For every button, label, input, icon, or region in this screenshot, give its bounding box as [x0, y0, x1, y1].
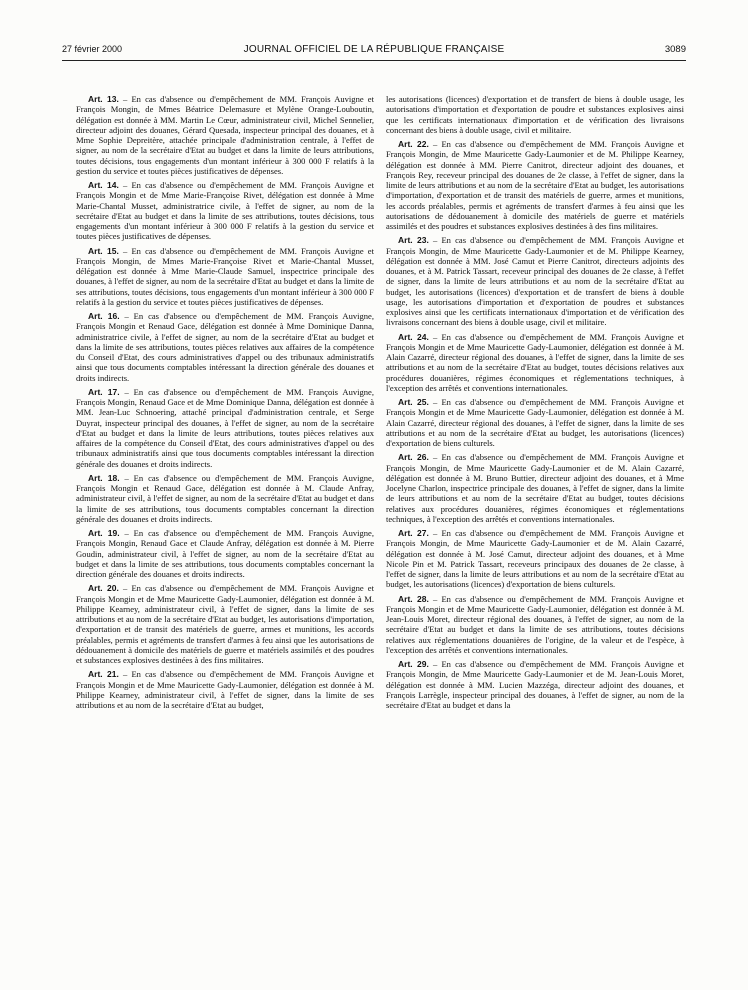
article-paragraph	[76, 180, 374, 242]
page-header	[62, 44, 686, 58]
article-paragraph	[386, 332, 684, 394]
article-number: Art. 26.	[398, 452, 429, 463]
article-text: – En cas d'absence ou d'empêchement de MM. François Auvigne et François Mongin, de Mme Mauricette Gady-Laumonier et de M. Jean-Louis Moret, délégation est donnée à MM. Lucien Mazzéga, directeur adjoint des douanes, et François Larrègle, inspecteur principal des douanes, à l'effet de signer, au nom de la secrétaire d'Etat au budget et dans la	[386, 659, 684, 710]
article-paragraph	[386, 452, 684, 524]
article-number: Art. 14.	[88, 180, 119, 190]
article-number: Art. 28.	[398, 593, 429, 604]
article-number: Art. 15.	[88, 245, 119, 256]
right-column	[386, 94, 684, 714]
article-text: – En cas d'absence ou d'empêchement de MM. François Auvigne et François Mongin, de Mme Mauricette Gady-Laumonier et de M. Philippe Kearney, délégation est donnée à MM. Pierre Canitrot, directeur adjoint des douanes, et François Rey, receveur principal des douanes de 2e classe, à l'effet de signer, dans la limite de leurs attributions et au nom de la secrétaire d'Etat au budget, les autorisations d'importation, d'exportation et de transit des matériels de guerre, armes et munitions, les accords préalables, permis et agréments de transfert d'armes à feu ainsi que les autorisations de dédouanement à domicile des matériels de guerre et matériels assimilés et des poudres et substances explosives destinées à des fins militaires.	[386, 139, 684, 231]
article-paragraph	[76, 387, 374, 469]
article-paragraph	[76, 583, 374, 665]
article-paragraph	[386, 397, 684, 448]
header-rule	[62, 60, 686, 61]
article-paragraph	[386, 528, 684, 590]
article-number: Art. 19.	[88, 528, 120, 538]
article-paragraph	[386, 94, 684, 135]
article-number: Art. 29.	[398, 659, 429, 669]
article-text: – En cas d'absence ou d'empêchement de MM. François Auvigne, François Mongin et Renaud Gace, délégation est donnée à Mme Dominique Danna, administratrice civile, à l'effet de signer, au nom de la secrétaire d'Etat au budget et dans la limite de ses attributions, toutes pièces relatives aux affaires de la compétence du Conseil d'Etat, des cours administratives d'appel ou des tribunaux administratifs ainsi que tous documents comptables intéressant la direction générale des douanes et droits indirects.	[76, 311, 374, 383]
article-text: – En cas d'absence ou d'empêchement de MM. François Auvigne et François Mongin et de Mme Mauricette Gady-Laumonier, délégation est donnée à M. Alain Cazarré, directeur régional des douanes, à l'effet de signer, dans la limite de ses attributions et au nom de la secrétaire d'Etat au budget, les autorisations (licences) d'exportation de biens culturels.	[386, 397, 684, 448]
page-number: 3089	[664, 44, 686, 55]
journal-title: JOURNAL OFFICIEL DE LA RÉPUBLIQUE FRANÇAISE	[243, 44, 505, 55]
article-text: – En cas d'absence ou d'empêchement de MM. François Auvigne, François Mongin, Renaud Gace et Claude Anfray, délégation est donnée à M. Pierre Goudin, administrateur civil, à l'effet de signer, au nom de la secrétaire d'Etat au budget et dans la limite de ses attributions, tous documents comptables concernant la direction générale des douanes et droits indirects.	[76, 528, 374, 579]
article-paragraph	[76, 246, 374, 308]
article-text: – En cas d'absence ou d'empêchement de MM. François Auvigne, François Mongin, Renaud Gace et de Mme Dominique Danna, délégation est donnée à MM. Jean-Luc Schnoering, attaché principal d'administration centrale, et Serge Duyrat, inspecteur principal des douanes, à l'effet de signer, au nom de la secrétaire d'Etat au budget et dans la limite de leurs attributions, toutes pièces relatives aux affaires de la compétence du Conseil d'Etat, des cours administratives d'appel ou des tribunaux administratifs ainsi que tous documents comptables intéressant la direction générale des douanes et droits indirects.	[76, 386, 374, 469]
article-paragraph	[76, 94, 374, 176]
article-paragraph	[76, 528, 374, 579]
article-text: – En cas d'absence ou d'empêchement de MM. François Auvigne et François Mongin et de Mme Mauricette Gady-Laumonier, délégation est donnée à M. Philippe Kearney, administrateur civil, à l'effet de signer, dans la limite de ses attributions et au nom de la secrétaire d'Etat au budget, les autorisations d'importation, d'exportation et de transit des matériels de guerre, armes et munitions, les accords préalables, permis et agréments de transfert d'armes à feu ainsi que les autorisations de dédouanement à domicile des matériels de guerre et matériels assimilés et des poudres et substances explosives destinées à des fins militaires.	[76, 583, 374, 665]
left-column	[76, 94, 374, 714]
article-number: Art. 24.	[398, 331, 429, 342]
article-text: – En cas d'absence ou d'empêchement de MM. François Auvigne et François Mongin, de Mme Mauricette Gady-Laumonier et de M. Philippe Kearney, délégation est donnée à MM. José Camut et Pierre Canitrot, directeurs adjoints des douanes, et à M. Patrick Tassart, receveur principal des douanes de 2e classe, à l'effet de signer, dans la limite de leurs attributions et au nom de la secrétaire d'Etat au budget, les autorisations (licences) d'exportation et de transfert de biens à double usage, les autorisations d'importation et d'exportation de poudres et substances explosives ainsi que les certificats internationaux d'importation et de vérification des livraisons concernant des biens à double usage, civil et militaire.	[386, 235, 684, 328]
article-number: Art. 22.	[398, 139, 429, 149]
article-number: Art. 23.	[398, 235, 429, 246]
article-paragraph	[386, 659, 684, 710]
article-paragraph	[76, 669, 374, 710]
article-paragraph	[76, 311, 374, 383]
article-paragraph	[386, 594, 684, 656]
article-paragraph	[76, 473, 374, 524]
article-number: Art. 21.	[88, 669, 119, 680]
header-date: 27 février 2000	[62, 44, 123, 54]
article-text: – En cas d'absence ou d'empêchement de MM. François Auvigne, François Mongin et Renaud Gace, délégation est donnée à M. Claude Anfray, administrateur civil, à l'effet de signer, au nom de la secrétaire d'Etat au budget et dans la limite de ses attributions, tous documents comptables concernant la direction générale des douanes et droits indirects.	[76, 472, 374, 524]
article-text: – En cas d'absence ou d'empêchement de MM. François Auvigne et François Mongin et de Mme Mauricette Gady-Laumonier, délégation est donnée à M. Philippe Kearney, administrateur civil, à l'effet de signer, dans la limite de ses attributions et au nom de la secrétaire d'Etat au budget,	[76, 669, 374, 710]
article-number: Art. 16.	[88, 311, 120, 321]
article-text: – En cas d'absence ou d'empêchement de MM. François Auvigne et François Mongin, de Mme Mauricette Gady-Laumonier et de M. Alain Cazarré, délégation est donnée à M. José Camut, directeur adjoint des douanes, et à Mme Nicole Pin et M. Patrick Tassart, receveurs principaux des douanes de 2e classe, à l'effet de signer, dans la limite de leurs attributions et au nom de la secrétaire d'Etat au budget, les autorisations (licences) d'exportation de biens culturels.	[386, 528, 684, 590]
article-text: – En cas d'absence ou d'empêchement de MM. François Auvigne et François Mongin, de Mme Mauricette Gady-Laumonier et de M. Alain Cazarré, délégation est donnée à M. Bruno Buttier, directeur adjoint des douanes, et à Mme Jocelyne Charlon, inspectrice principale des douanes, à l'effet de signer, dans la limite de leurs attributions et au nom de la secrétaire d'Etat au budget, toutes décisions relatives aux procédures douanières, régimes économiques et réglementations techniques, à l'exception des arrêtés et conventions internationales.	[386, 452, 684, 524]
article-text: – En cas d'absence ou d'empêchement de MM. François Auvigne et François Mongin et de Mme Marie-Françoise Rivet, délégation est donnée à Mme Marie-Chantal Musset, administratrice civile, à l'effet de signer, au nom de la secrétaire d'Etat au budget et dans la limite de ses attributions, toutes décisions, tous engagements d'un montant inférieur à 300 000 F relatifs à la gestion du service et toutes pièces justificatives de dépenses.	[76, 180, 374, 242]
article-number: Art. 25.	[398, 397, 429, 407]
article-number: Art. 18.	[88, 472, 120, 483]
article-number: Art. 27.	[398, 528, 429, 538]
article-number: Art. 20.	[88, 583, 119, 594]
article-paragraph	[386, 235, 684, 327]
article-paragraph	[386, 139, 684, 231]
article-text: – En cas d'absence ou d'empêchement de MM. François Auvigne et François Mongin et de Mme Mauricette Gady-Laumonier, délégation est donnée à M. Alain Cazarré, directeur régional des douanes, à l'effet de signer, dans la limite de ses attributions et au nom de la secrétaire d'Etat au budget, toutes décisions relatives aux procédures douanières, régimes économiques et réglementations techniques, à l'exception des arrêtés et conventions internationales.	[386, 331, 684, 393]
article-text: – En cas d'absence ou d'empêchement de MM. François Auvigne et François Mongin, de Mmes Béatrice Delemasure et Mylène Orange-Louboutin, délégation est donnée à MM. Martin Le Cœur, administrateur civil, Michel Sennelier, directeur adjoint des douanes, Gérard Quesada, inspecteur principal des douanes, et à Mme Sophie Depreitère, attachée principale d'administration centrale, à l'effet de signer, au nom de la secrétaire d'Etat au budget et dans la limite de leurs attributions, toutes décisions, tous engagements d'un montant inférieur à 300 000 F relatifs à la gestion du service et toutes pièces justificatives de dépenses.	[76, 94, 374, 176]
article-text: – En cas d'absence ou d'empêchement de MM. François Auvigne et François Mongin, de Mmes Marie-Françoise Rivet et Marie-Chantal Musset, délégation est donnée à Mme Marie-Claude Samuel, inspectrice principale des douanes, à l'effet de signer, au nom de la secrétaire d'Etat au budget et dans la limite de ses attributions, toutes décisions, tous engagements d'un montant inférieur à 300 000 F relatifs à la gestion du service et toutes pièces justificatives de dépenses.	[76, 245, 374, 307]
article-text: – En cas d'absence ou d'empêchement de MM. François Auvigne et François Mongin et de Mme Mauricette Gady-Laumonier, délégation est donnée à M. Jean-Louis Moret, directeur régional des douanes, à l'effet de signer, au nom de la secrétaire d'Etat au budget et dans la limite de ses attributions, toutes décisions relatives aux réglementations douanières de l'origine, de la valeur et de l'espèce, à l'exception des arrêtés et conventions internationales.	[386, 593, 684, 655]
article-number: Art. 17.	[88, 386, 120, 397]
article-text: les autorisations (licences) d'exportation et de transfert de biens à double usage, les autorisations d'importation et d'exportation de poudre et substances explosives ainsi que les certificats internationaux d'importation et de vérification des livraisons concernant des biens à double usage, civil et militaire.	[386, 94, 684, 135]
article-number: Art. 13.	[88, 94, 119, 104]
